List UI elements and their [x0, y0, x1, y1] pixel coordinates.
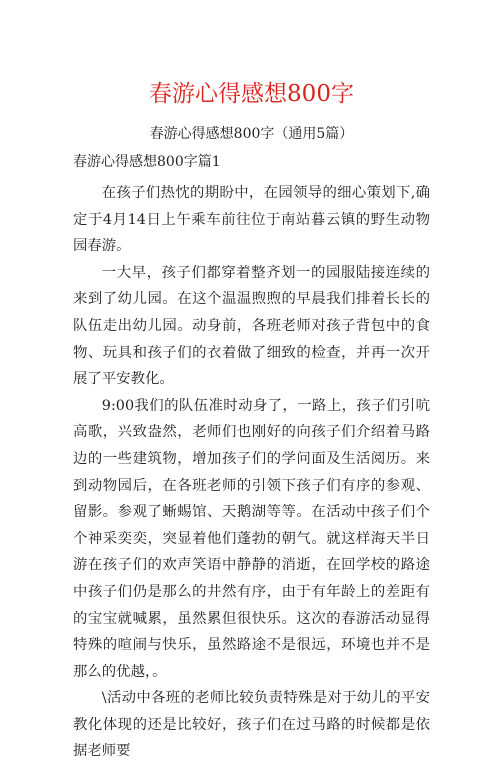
- paragraph-2: 一大早，孩子们都穿着整齐划一的园服陆接连续的来到了幼儿园。在这个温温煦煦的早晨我们排着长长的队伍走出幼儿园。动身前，各班老师对孩子背包中的食物、玩具和孩子们的衣着做了细致的检查，并再一次开展了平安教化。: [73, 264, 430, 388]
- document-title: 春游心得感想800字: [149, 81, 354, 107]
- paragraph-3: 9:00我们的队伍准时动身了，一路上，孩子们引吭高歌，兴致盎然，老师们也刚好的向孩子们介绍着马路边的一些建筑物，增加孩子们的学问面及生活阅历。来到动物园后，在各班老师的引领下孩子们有序的参观、留影。参观了蜥蜴馆、天鹅湖等等。在活动中孩子们个个神采奕奕，突显着他们蓬勃的朝气。就这样海天半日游在孩子们的欢声笑语中静静的消逝，在回学校的路途中孩子们仍是那么的井然有序，由于有年龄上的差距有的宝宝就喊累，虽然累但很快乐。这次的春游活动显得特殊的喧闹与快乐，虽然路途不是很远，环境也并不是那么的优越，。: [73, 397, 430, 680]
- paragraph-1: 在孩子们热忱的期盼中，在园领导的细心策划下,确定于4月14日上午乘车前往位于南站暮云镇的野生动物园春游。: [73, 185, 430, 255]
- document-subtitle: 春游心得感想800字（通用5篇）: [149, 126, 354, 142]
- section-heading: 春游心得感想800字篇1: [73, 154, 221, 170]
- paragraph-4: \活动中各班的老师比较负责特殊是对于幼儿的平安教化体现的还是比较好，孩子们在过马路的时候都是依据老师要: [73, 690, 430, 760]
